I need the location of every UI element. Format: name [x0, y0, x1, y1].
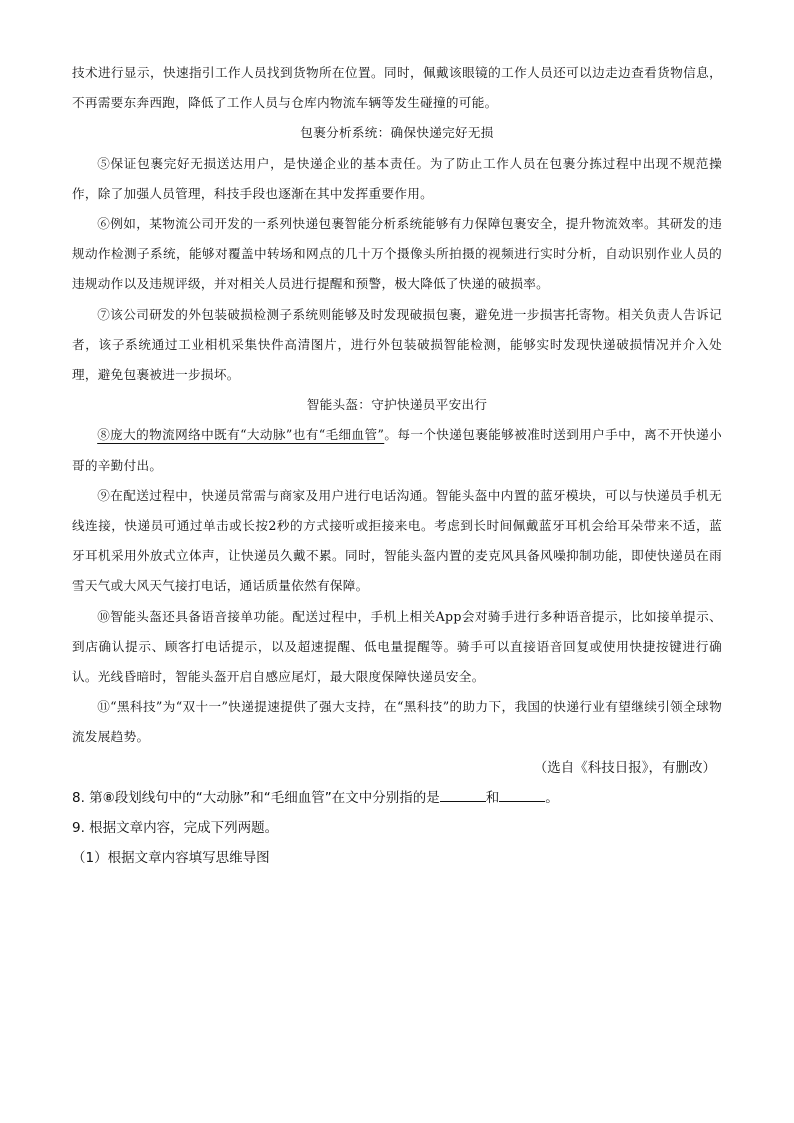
paragraph-8-rest: 。每一个快递包裹能够被准时送到用户手中，离不开快递小哥的辛勤付出。 — [72, 427, 722, 473]
underlined-sentence: ⑧庞大的物流网络中既有“大动脉”也有“毛细血管” — [97, 427, 385, 443]
questions-section — [72, 783, 722, 873]
document-page — [72, 58, 722, 873]
subheading-package-analysis: 包裹分析系统：确保快递完好无损 — [300, 125, 494, 141]
paragraph-8 — [72, 420, 722, 480]
article-body — [72, 58, 722, 753]
subheading-smart-helmet: 智能头盔：守护快递员平安出行 — [306, 397, 488, 413]
answer-blank-2[interactable] — [499, 787, 545, 802]
paragraph-6: ⑥例如，某物流公司开发的一系列快递包裹智能分析系统能够有力保障包裹安全，提升物流效率。其研发的违规动作检测子系统，能够对覆盖中转场和网点的几十万个摄像头所拍摄的视频进行实时分析，自动识别作业人员的违规动作以及违规评级，并对相关人员进行提醒和预警，极大降低了快递的破损率。 — [72, 216, 722, 292]
paragraph-10: ⑩智能头盔还具备语音接单功能。配送过程中，手机上相关App会对骑手进行多种语音提示，比如接单提示、到店确认提示、顾客打电话提示，以及超速提醒、低电量提醒等。骑手可以直接语音回复或使用快捷按键进行确认。光线昏暗时，智能头盔开启自感应尾灯，最大限度保障快递员安全。 — [72, 608, 722, 685]
question-8 — [72, 783, 722, 813]
question-8-and: 和 — [485, 789, 500, 806]
paragraph-intro-continuation: 技术进行显示，快速指引工作人员找到货物所在位置。同时，佩戴该眼镜的工作人员还可以边走边查看货物信息，不再需要东奔西跑，降低了工作人员与仓库内物流车辆等发生碰撞的可能。 — [72, 65, 722, 111]
paragraph-11: ⑪“黑科技”为“双十一”快递提速提供了强大支持，在“黑科技”的助力下，我国的快递行业有望继续引领全球物流发展趋势。 — [72, 699, 722, 745]
paragraph-9: ⑨在配送过程中，快递员常需与商家及用户进行电话沟通。智能头盔中内置的蓝牙模块，可以与快递员手机无线连接，快递员可通过单击或长按2秒的方式接听或拒接来电。考虑到长时间佩戴蓝牙耳机会给耳朵带来不适，蓝牙耳机采用外放式立体声，让快递员久戴不累。同时，智能头盔内置的麦克风具备风噪抑制功能，即使快递员在雨雪天气或大风天气接打电话，通话质量依然有保障。 — [72, 487, 722, 594]
question-8-suffix: 。 — [545, 789, 559, 806]
question-9-part-1: （1）根据文章内容填写思维导图 — [72, 849, 270, 866]
answer-blank-1[interactable] — [440, 787, 486, 802]
article-source: （选自《科技日报》，有删改） — [533, 759, 716, 776]
question-8-prefix: 8. 第⑧段划线句中的“大动脉”和“毛细血管”在文中分别指的是 — [72, 789, 440, 806]
question-9: 9. 根据文章内容，完成下列两题。 — [72, 819, 279, 836]
paragraph-7: ⑦该公司研发的外包装破损检测子系统则能够及时发现破损包裹，避免进一步损害托寄物。相关负责人告诉记者，该子系统通过工业相机采集快件高清图片，进行外包装破损智能检测，能够实时发现快递破损情况并介入处理，避免包裹被进一步损坏。 — [72, 306, 722, 383]
paragraph-5: ⑤保证包裹完好无损送达用户，是快递企业的基本责任。为了防止工作人员在包裹分拣过程中出现不规范操作，除了加强人员管理，科技手段也逐渐在其中发挥重要作用。 — [72, 155, 722, 201]
